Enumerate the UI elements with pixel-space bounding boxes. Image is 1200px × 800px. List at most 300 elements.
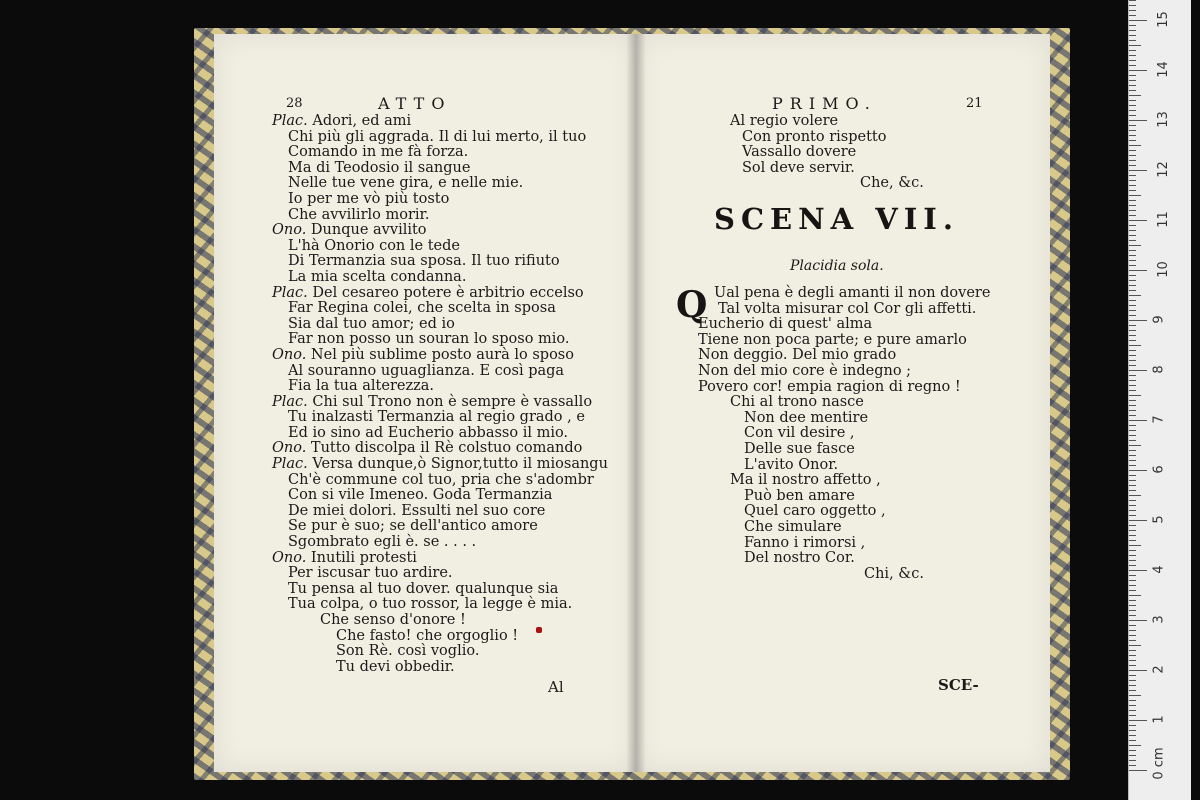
line-text: Adori, ed ami [312, 113, 412, 129]
ruler-tick [1129, 155, 1136, 156]
ruler-tick [1129, 505, 1136, 506]
ruler-tick [1129, 610, 1136, 611]
ruler-tick [1129, 730, 1136, 731]
ruler-tick [1129, 620, 1147, 621]
line-text: Per iscusar tuo ardire. [288, 565, 453, 582]
text-line [730, 130, 924, 146]
ruler-tick [1129, 440, 1136, 441]
line-text: Non dee mentire [744, 409, 869, 426]
ruler-label: 1 [1151, 715, 1167, 724]
ruler-tick [1129, 645, 1141, 646]
ruler-tick [1129, 255, 1136, 256]
ruler-tick [1129, 420, 1147, 421]
ruler-tick [1129, 50, 1136, 51]
text-line [272, 254, 608, 270]
ruler-tick [1129, 390, 1136, 391]
line-text: Far Regina colei, che scelta in sposa [288, 300, 556, 317]
ruler-tick [1129, 165, 1136, 166]
ruler-tick [1129, 655, 1136, 656]
ruler-tick [1129, 540, 1136, 541]
ruler-tick [1129, 515, 1136, 516]
ruler-tick [1129, 210, 1136, 211]
text-line [678, 364, 990, 380]
scene-subtitle: Placidia sola. [790, 258, 884, 274]
text-line [730, 161, 924, 177]
ruler-tick [1129, 120, 1147, 121]
ruler-tick [1129, 600, 1136, 601]
ruler-tick [1129, 90, 1136, 91]
ruler-tick [1129, 590, 1136, 591]
ruler-tick [1129, 570, 1147, 571]
ruler-tick [1129, 205, 1136, 206]
ruler-tick [1129, 290, 1136, 291]
line-text: Ual pena è degli amanti il non dovere [714, 285, 991, 301]
line-text: Con vil desire , [744, 425, 855, 442]
ruler-tick [1129, 395, 1141, 396]
ruler-tick [1129, 175, 1136, 176]
ruler-unit-label: 0 cm [1151, 747, 1167, 780]
ruler-tick [1129, 15, 1136, 16]
ruler-tick [1129, 25, 1136, 26]
ruler-label: 2 [1151, 665, 1167, 674]
text-line [272, 192, 608, 208]
text-line [678, 426, 990, 442]
ruler-tick [1129, 220, 1147, 221]
text-line [272, 441, 608, 457]
ruler-tick [1129, 400, 1136, 401]
text-line [678, 442, 990, 458]
ruler-tick [1129, 340, 1136, 341]
right-page-aria-end [730, 114, 924, 192]
ruler-tick [1129, 725, 1136, 726]
ruler-tick [1129, 110, 1136, 111]
ruler-tick [1129, 595, 1141, 596]
line-text: Che fasto! che orgoglio ! [336, 627, 519, 644]
ruler-tick [1129, 125, 1136, 126]
speaker-label: Ono. [272, 222, 311, 239]
drop-cap: Q [676, 284, 708, 326]
ruler-tick [1129, 535, 1136, 536]
text-line [272, 239, 608, 255]
text-line [678, 317, 990, 333]
right-page-number: 21 [966, 96, 983, 111]
text-line [272, 364, 608, 380]
ruler-tick [1129, 550, 1136, 551]
ruler-tick [1129, 770, 1147, 771]
ruler-tick [1129, 225, 1136, 226]
line-text: Comando in me fà forza. [288, 144, 469, 161]
text-line [678, 286, 990, 302]
right-page-text [678, 286, 990, 582]
line-text: Son Rè. così voglio. [336, 643, 480, 660]
ruler-label: 8 [1151, 365, 1167, 374]
ruler-tick [1129, 115, 1136, 116]
ruler-tick [1129, 235, 1136, 236]
ruler-tick [1129, 465, 1136, 466]
ruler-tick [1129, 140, 1136, 141]
ruler-tick [1129, 375, 1136, 376]
line-text: Fia la tua alterezza. [288, 378, 434, 395]
right-catchword: SCE- [938, 676, 979, 694]
ruler-tick [1129, 145, 1141, 146]
ruler-tick [1129, 490, 1136, 491]
text-line [272, 130, 608, 146]
ruler-tick [1129, 215, 1136, 216]
ruler-label: 15 [1155, 11, 1171, 28]
scene-title: SCENA VII. [714, 202, 959, 236]
text-line [272, 208, 608, 224]
line-text: Ed io sino ad Eucherio abbasso il mio. [288, 424, 569, 441]
ruler-tick [1129, 320, 1147, 321]
line-text: Tu devi obbedir. [336, 658, 455, 675]
ruler-label: 3 [1151, 615, 1167, 624]
line-text: Tu pensa al tuo dover. qualunque sia [288, 580, 559, 597]
ruler-tick [1129, 240, 1136, 241]
line-text: Che senso d'onore ! [320, 612, 466, 628]
ink-stain [536, 627, 542, 633]
ruler-tick [1129, 245, 1141, 246]
ruler-tick [1129, 605, 1136, 606]
ruler-tick [1129, 480, 1136, 481]
text-line [678, 395, 990, 411]
ruler-tick [1129, 475, 1136, 476]
ruler-tick [1129, 765, 1136, 766]
ruler-tick [1129, 410, 1136, 411]
line-text: Io per me vò più tosto [288, 190, 450, 207]
ruler-tick [1129, 170, 1147, 171]
text-line [730, 114, 924, 130]
ruler-tick [1129, 460, 1136, 461]
line-text: Tu inalzasti Termanzia al regio grado , e [288, 409, 585, 426]
ruler-tick [1129, 690, 1136, 691]
ruler-tick [1129, 310, 1136, 311]
ruler-tick [1129, 20, 1147, 21]
measurement-ruler [1128, 0, 1191, 800]
line-text: Vassallo dovere [742, 144, 857, 161]
ruler-tick [1129, 530, 1136, 531]
text-line [272, 535, 608, 551]
speaker-label: Ono. [272, 549, 311, 566]
ruler-tick [1129, 665, 1136, 666]
text-line [678, 520, 990, 536]
text-line [678, 333, 990, 349]
line-text: L'hà Onorio con le tede [288, 237, 460, 254]
text-line [272, 176, 608, 192]
line-text: Eucherio di quest' alma [698, 316, 873, 333]
text-line [272, 301, 608, 317]
speaker-label: Ono. [272, 346, 311, 363]
ruler-tick [1129, 265, 1136, 266]
text-line [272, 457, 608, 473]
line-text: Nel più sublime posto aurà lo sposo [310, 346, 574, 363]
left-page-text [272, 114, 608, 675]
ruler-tick [1129, 650, 1136, 651]
text-line [272, 410, 608, 426]
ruler-tick [1129, 555, 1136, 556]
ruler-tick [1129, 660, 1136, 661]
ruler-tick [1129, 280, 1136, 281]
line-text: Che simulare [744, 518, 842, 535]
line-text: Nelle tue vene gira, e nelle mie. [288, 175, 524, 192]
text-line [678, 380, 990, 396]
ruler-tick [1129, 675, 1136, 676]
line-text: Se pur è suo; se dell'antico amore [288, 518, 538, 535]
ruler-tick [1129, 705, 1136, 706]
ruler-tick [1129, 275, 1136, 276]
ruler-tick [1129, 200, 1136, 201]
ruler-tick [1129, 510, 1136, 511]
text-line [678, 411, 990, 427]
ruler-tick [1129, 735, 1136, 736]
text-line [730, 145, 924, 161]
ruler-tick [1129, 270, 1147, 271]
ruler-tick [1129, 5, 1136, 6]
speaker-label: Ono. [272, 440, 311, 457]
ruler-tick [1129, 360, 1136, 361]
left-catchword: Al [548, 678, 564, 696]
ruler-tick [1129, 585, 1136, 586]
line-text: Sol deve servir. [742, 159, 855, 176]
line-text: Quel caro oggetto , [744, 503, 886, 520]
ruler-tick [1129, 80, 1136, 81]
text-line [678, 567, 990, 583]
speaker-label: Plac. [272, 113, 313, 129]
line-text: Può ben amare [744, 487, 855, 504]
ruler-tick [1129, 520, 1147, 521]
ruler-tick [1129, 470, 1147, 471]
line-text: Fanno i rimorsi , [744, 534, 866, 551]
ruler-tick [1129, 755, 1136, 756]
text-line [272, 379, 608, 395]
ruler-tick [1129, 430, 1136, 431]
ruler-tick [1129, 565, 1136, 566]
ruler-tick [1129, 625, 1136, 626]
text-line [272, 286, 608, 302]
ruler-tick [1129, 230, 1136, 231]
line-text: Far non posso un souran lo sposo mio. [288, 331, 570, 348]
ruler-tick [1129, 130, 1136, 131]
text-line [272, 566, 608, 582]
text-line [272, 597, 608, 613]
text-line [272, 644, 608, 660]
ruler-tick [1129, 750, 1136, 751]
line-text: Povero cor! empia ragion di regno ! [698, 378, 961, 395]
ruler-label: 5 [1151, 515, 1167, 524]
ruler-tick [1129, 70, 1147, 71]
text-line [272, 114, 608, 130]
ruler-label: 6 [1151, 465, 1167, 474]
text-line [678, 348, 990, 364]
ruler-tick [1129, 250, 1136, 251]
ruler-tick [1129, 0, 1136, 1]
text-line [678, 458, 990, 474]
ruler-tick [1129, 180, 1136, 181]
line-text: Del cesareo potere è arbitrio eccelso [312, 284, 584, 301]
ruler-tick [1129, 35, 1136, 36]
ruler-tick [1129, 710, 1136, 711]
ruler-label: 9 [1151, 315, 1167, 324]
ruler-tick [1129, 630, 1136, 631]
text-line [272, 519, 608, 535]
line-text: Sgombrato egli è. se . . . . [288, 534, 477, 551]
ruler-label: 7 [1151, 415, 1167, 424]
text-line [272, 551, 608, 567]
text-line [678, 473, 990, 489]
ruler-tick [1129, 635, 1136, 636]
ruler-tick [1129, 545, 1141, 546]
line-text: Che avvilirlo morir. [288, 206, 430, 223]
ruler-tick [1129, 45, 1141, 46]
ruler-tick [1129, 500, 1136, 501]
ruler-tick [1129, 380, 1136, 381]
text-line [272, 660, 608, 676]
ruler-tick [1129, 445, 1141, 446]
ruler-tick [1129, 720, 1147, 721]
line-text: Con pronto rispetto [742, 128, 887, 145]
ruler-tick [1129, 485, 1136, 486]
line-text: Chi più gli aggrada. Il di lui merto, il tuo [288, 128, 587, 145]
ruler-tick [1129, 715, 1136, 716]
left-page-number: 28 [286, 96, 303, 111]
ruler-tick [1129, 415, 1136, 416]
ruler-label: 13 [1155, 111, 1171, 128]
line-text: Ma il nostro affetto , [730, 472, 881, 489]
ruler-tick [1129, 685, 1136, 686]
ruler-tick [1129, 615, 1136, 616]
ruler-tick [1129, 325, 1136, 326]
line-text: La mia scelta condanna. [288, 268, 467, 285]
ruler-label: 4 [1151, 565, 1167, 574]
text-line [678, 536, 990, 552]
ruler-tick [1129, 335, 1136, 336]
ruler-tick [1129, 185, 1136, 186]
text-line [272, 473, 608, 489]
line-text: Al souranno uguaglianza. E così paga [288, 362, 565, 379]
line-text: Tutto discolpa il Rè colstuo comando [310, 440, 583, 457]
speaker-label: Plac. [272, 393, 313, 410]
ruler-tick [1129, 30, 1136, 31]
text-line [272, 317, 608, 333]
ruler-tick [1129, 85, 1136, 86]
line-text: Non del mio core è indegno ; [698, 362, 912, 379]
ruler-tick [1129, 150, 1136, 151]
ruler-tick [1129, 190, 1136, 191]
ruler-tick [1129, 355, 1136, 356]
line-text: Dunque avvilito [310, 222, 427, 239]
ruler-tick [1129, 425, 1136, 426]
ruler-tick [1129, 695, 1141, 696]
ruler-tick [1129, 745, 1141, 746]
ruler-tick [1129, 10, 1136, 11]
ruler-label: 10 [1155, 261, 1171, 278]
ruler-tick [1129, 100, 1136, 101]
ruler-tick [1129, 330, 1136, 331]
line-text: Di Termanzia sua sposa. Il tuo rifiuto [288, 253, 560, 270]
ruler-tick [1129, 60, 1136, 61]
left-running-header: ATTO [378, 94, 452, 113]
ruler-tick [1129, 670, 1147, 671]
ruler-tick [1129, 680, 1136, 681]
ruler-tick [1129, 495, 1141, 496]
ruler-tick [1129, 300, 1136, 301]
text-line [678, 489, 990, 505]
text-line [272, 332, 608, 348]
ruler-tick [1129, 525, 1136, 526]
book-gutter [626, 34, 646, 772]
text-line [272, 426, 608, 442]
ruler-tick [1129, 65, 1136, 66]
ruler-tick [1129, 640, 1136, 641]
text-line [678, 504, 990, 520]
line-text: Al regio volere [730, 113, 839, 129]
text-line [272, 145, 608, 161]
text-line [272, 223, 608, 239]
line-text: Chi al trono nasce [730, 394, 864, 411]
ruler-tick [1129, 370, 1147, 371]
ruler-tick [1129, 40, 1136, 41]
ruler-tick [1129, 305, 1136, 306]
text-line [272, 348, 608, 364]
text-line [272, 504, 608, 520]
ruler-tick [1129, 345, 1141, 346]
line-text: Sia dal tuo amor; ed io [288, 315, 455, 332]
line-text: Versa dunque,ò Signor,tutto il miosangu [312, 456, 608, 473]
ruler-tick [1129, 95, 1141, 96]
text-line [272, 613, 608, 629]
ruler-tick [1129, 580, 1136, 581]
ruler-tick [1129, 350, 1136, 351]
ruler-label: 11 [1155, 211, 1171, 228]
line-text: Inutili protesti [310, 549, 417, 566]
line-text: Chi, &c. [864, 565, 924, 582]
right-running-header: PRIMO. [772, 94, 877, 113]
text-line [272, 395, 608, 411]
ruler-tick [1129, 455, 1136, 456]
line-text: Ch'è commune col tuo, pria che s'adombr [288, 471, 594, 488]
ruler-label: 14 [1155, 61, 1171, 78]
line-text: Che, &c. [860, 175, 924, 192]
ruler-tick [1129, 435, 1136, 436]
line-text: Tal volta misurar col Cor gli affetti. [718, 300, 977, 317]
ruler-tick [1129, 160, 1136, 161]
ruler-tick [1129, 560, 1136, 561]
ruler-tick [1129, 365, 1136, 366]
text-line [272, 629, 608, 645]
text-line [272, 161, 608, 177]
line-text: Con si vile Imeneo. Goda Termanzia [288, 487, 553, 504]
text-line [272, 488, 608, 504]
line-text: Tiene non poca parte; e pure amarlo [698, 331, 967, 348]
line-text: Ma di Teodosio il sangue [288, 159, 471, 176]
ruler-tick [1129, 285, 1136, 286]
ruler-tick [1129, 575, 1136, 576]
ruler-label: 12 [1155, 161, 1171, 178]
text-line [678, 551, 990, 567]
ruler-tick [1129, 195, 1141, 196]
ruler-tick [1129, 75, 1136, 76]
text-line [730, 176, 924, 192]
ruler-tick [1129, 405, 1136, 406]
ruler-tick [1129, 760, 1136, 761]
ruler-tick [1129, 385, 1136, 386]
ruler-tick [1129, 740, 1136, 741]
ruler-tick [1129, 700, 1136, 701]
line-text: L'avito Onor. [744, 456, 839, 473]
ruler-tick [1129, 105, 1136, 106]
text-line [272, 582, 608, 598]
ruler-tick [1129, 295, 1141, 296]
ruler-tick [1129, 260, 1136, 261]
